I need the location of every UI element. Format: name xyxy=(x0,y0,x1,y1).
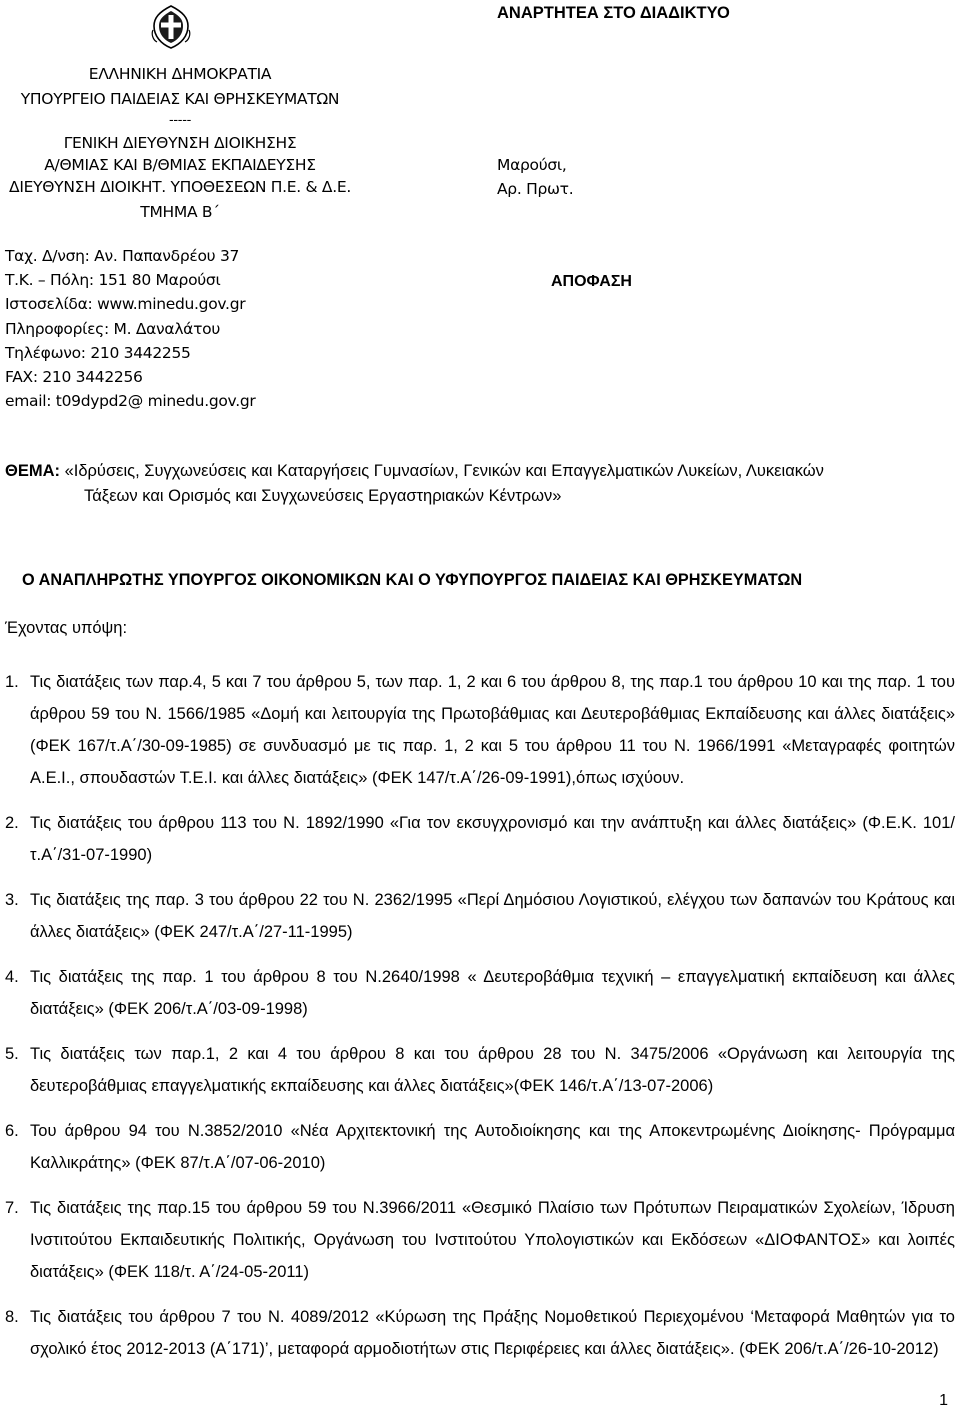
issuing-ministers: Ο ΑΝΑΠΛΗΡΩΤΗΣ ΥΠΟΥΡΓΟΣ ΟΙΚΟΝΟΜΙΚΩΝ ΚΑΙ Ο ΥΦΥΠΟΥΡΓΟΣ ΠΑΙΔΕΙΑΣ ΚΑΙ ΘΡΗΣΚΕΥΜΑΤΩΝ xyxy=(22,571,803,589)
subject-block xyxy=(5,459,955,509)
subject-text-line1: «Ιδρύσεις, Συγχωνεύσεις και Καταργήσεις Γυμνασίων, Γενικών και Επαγγελματικών Λυκείων, Λυκειακών xyxy=(64,462,824,480)
posted-online-notice: ΑΝΑΡΤΗΤΕΑ ΣΤΟ ΔΙΑΔΙΚΤΥΟ xyxy=(497,4,730,22)
org-line-separator: ----- xyxy=(169,113,191,128)
contact-email: email: t09dypd2@ minedu.gov.gr xyxy=(5,392,256,410)
decision-title: ΑΠΟΦΑΣΗ xyxy=(551,273,632,290)
place-label: Μαρούσι, xyxy=(497,156,567,174)
org-line-department: ΤΜΗΜΑ Β΄ xyxy=(140,203,220,221)
org-line-ministry: ΥΠΟΥΡΓΕΙΟ ΠΑΙΔΕΙΑΣ ΚΑΙ ΘΡΗΣΚΕΥΜΑΤΩΝ xyxy=(20,90,340,108)
list-item-text: Τις διατάξεις της παρ. 1 του άρθρου 8 του Ν.2640/1998 « Δευτεροβάθμια τεχνική – επαγγελματική εκπαίδευση και άλλες διατάξεις» (ΦΕΚ 206/τ.Α΄/03-09-1998) xyxy=(30,968,955,1018)
org-line-general-directorate: ΓΕΝΙΚΗ ΔΙΕΥΘΥΝΣΗ ΔΙΟΙΚΗΣΗΣ xyxy=(63,134,297,152)
list-item-number: 5. xyxy=(5,1045,19,1063)
contact-website: Ιστοσελίδα: www.minedu.gov.gr xyxy=(5,295,246,313)
list-item-text: Τις διατάξεις του άρθρου 7 του Ν. 4089/2012 «Κύρωση της Πράξης Νομοθετικού Περιεχομένου ‘Μεταφορά Μαθητών για το σχολικό έτος 2012-2013 (Α΄171)’, μεταφορά αρμοδιοτήτων στις Περιφέρειες και άλλες διατάξεις». (ΦΕΚ 206/τ.Α΄/26-10-2012) xyxy=(30,1308,955,1358)
considerations-list xyxy=(5,666,955,1378)
list-item xyxy=(5,1038,955,1102)
considering-heading: Έχοντας υπόψη: xyxy=(5,619,128,637)
contact-postcode: Τ.Κ. – Πόλη: 151 80 Μαρούσι xyxy=(5,271,221,289)
contact-info-person: Πληροφορίες: Μ. Δαναλάτου xyxy=(5,320,220,338)
list-item-number: 6. xyxy=(5,1122,19,1140)
org-line-republic: ΕΛΛΗΝΙΚΗ ΔΗΜΟΚΡΑΤΙΑ xyxy=(88,65,272,83)
list-item-number: 4. xyxy=(5,968,19,986)
greek-emblem-icon xyxy=(149,4,193,50)
list-item-number: 1. xyxy=(5,673,19,691)
list-item xyxy=(5,961,955,1025)
list-item-text: Τις διατάξεις του άρθρου 113 του Ν. 1892/1990 «Για τον εκσυγχρονισμό και την ανάπτυξη και άλλες διατάξεις» (Φ.Ε.Κ. 101/τ.Α΄/31-07-1990) xyxy=(30,814,955,864)
org-line-education-levels: Α/ΘΜΙΑΣ ΚΑΙ Β/ΘΜΙΑΣ ΕΚΠΑΙΔΕΥΣΗΣ xyxy=(44,156,316,174)
list-item xyxy=(5,884,955,948)
list-item-number: 2. xyxy=(5,814,19,832)
list-item xyxy=(5,666,955,794)
contact-fax: FAX: 210 3442256 xyxy=(5,368,143,386)
list-item-number: 8. xyxy=(5,1308,19,1326)
list-item xyxy=(5,807,955,871)
subject-label: ΘΕΜΑ: xyxy=(5,462,60,480)
list-item-text: Τις διατάξεις της παρ. 3 του άρθρου 22 του Ν. 2362/1995 «Περί Δημόσιου Λογιστικού, ελέγχου των δαπανών του Κράτους και άλλες διατάξεις» (ΦΕΚ 247/τ.Α΄/27-11-1995) xyxy=(30,891,955,941)
list-item-text: Τις διατάξεις της παρ.15 του άρθρου 59 του Ν.3966/2011 «Θεσμικό Πλαίσιο των Πρότυπων Πειραματικών Σχολείων, Ίδρυση Ινστιτούτου Εκπαιδευτικής Πολιτικής, Οργάνωση του Ινστιτούτου Υπολογιστικών και Εκδόσεων «ΔΙΟΦΑΝΤΟΣ» και λοιπές διατάξεις» (ΦΕΚ 118/τ. Α΄/24-05-2011) xyxy=(30,1199,955,1281)
list-item-number: 7. xyxy=(5,1199,19,1217)
list-item xyxy=(5,1115,955,1179)
list-item-text: Τις διατάξεις των παρ.4, 5 και 7 του άρθρου 5, των παρ. 1, 2 και 6 του άρθρου 8, της παρ.1 του άρθρου 10 και της παρ. 1 του άρθρου 59 του Ν. 1566/1985 «Δομή και λειτουργία της Πρωτοβάθμιας και Δευτεροβάθμιας Εκπαίδευσης και άλλες διατάξεις» (ΦΕΚ 167/τ.Α΄/30-09-1985) σε συνδυασμό με τις παρ. 1, 2 και 5 του άρθρου 11 του Ν. 1966/1991 «Μεταγραφές φοιτητών Α.Ε.Ι., σπουδαστών Τ.Ε.Ι. και άλλες διατάξεις» (ΦΕΚ 147/τ.Α΄/26-09-1991),όπως ισχύουν. xyxy=(30,673,955,787)
contact-address: Ταχ. Δ/νση: Αν. Παπανδρέου 37 xyxy=(5,247,240,265)
contact-phone: Τηλέφωνο: 210 3442255 xyxy=(5,344,191,362)
list-item-text: Τις διατάξεις των παρ.1, 2 και 4 του άρθρου 8 και του άρθρου 28 του Ν. 3475/2006 «Οργάνωση και λειτουργία της δευτεροβάθμιας επαγγελματικής εκπαίδευσης και άλλες διατάξεις»(ΦΕΚ 146/τ.Α΄/13-07-2006) xyxy=(30,1045,955,1095)
list-item xyxy=(5,1301,955,1365)
subject-text-line2: Τάξεων και Ορισμός και Συγχωνεύσεις Εργαστηριακών Κέντρων» xyxy=(84,487,562,505)
list-item-text: Του άρθρου 94 του Ν.3852/2010 «Νέα Αρχιτεκτονική της Αυτοδιοίκησης και της Αποκεντρωμένης Διοίκησης- Πρόγραμμα Καλλικράτης» (ΦΕΚ 87/τ.Α΄/07-06-2010) xyxy=(30,1122,955,1172)
protocol-number-label: Αρ. Πρωτ. xyxy=(497,180,574,198)
list-item-number: 3. xyxy=(5,891,19,909)
page-number: 1 xyxy=(939,1392,948,1409)
list-item xyxy=(5,1192,955,1288)
org-line-directorate: ΔΙΕΥΘΥΝΣΗ ΔΙΟΙΚΗΤ. ΥΠΟΘΕΣΕΩΝ Π.Ε. & Δ.Ε. xyxy=(9,178,351,196)
